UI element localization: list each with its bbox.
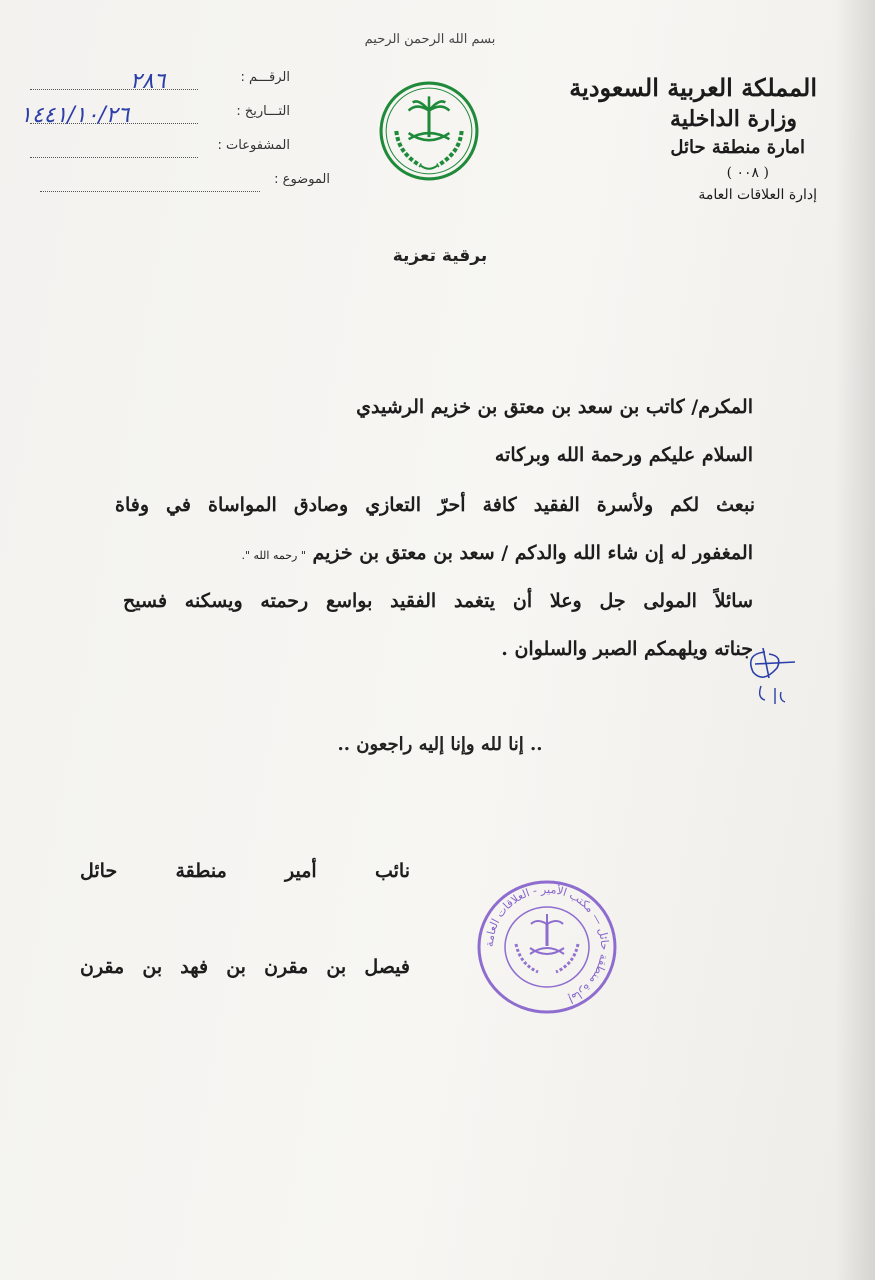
number-field [20,70,290,96]
letterhead-right [557,72,817,206]
number-value: ٢٨٦ [130,69,166,94]
kingdom-name: المملكة العربية السعودية [569,73,817,102]
subject-field [30,172,330,198]
ministry-name: وزارة الداخلية [670,106,797,132]
closing-phrase: .. إنا لله وإنا إليه راجعون .. [337,734,543,755]
paragraph-1-line-2-text: المغفور له إن شاء الله والدكم / سعد بن معتق بن خزيم [312,542,753,564]
addressee-line: المكرم/ كاتب بن سعد بن معتق بن خزيم الرشيدي [356,396,753,418]
official-stamp-icon [476,878,618,1016]
basmala: بسم الله الرحمن الرحيم [364,32,496,47]
stamp-text: إمارة منطقة حائل — مكتب الأمير - العلاقات العامة [482,882,612,1006]
attachments-field [20,138,290,164]
greeting-line: السلام عليكم ورحمة الله وبركاته [494,444,753,466]
handwritten-initials-icon [735,642,805,712]
paragraph-2-line-1: سائلاً المولى جل وعلا أن يتغمد الفقيد بواسع رحمته ويسكنه فسيح [123,590,753,612]
attachments-label: المشفوعات : [217,138,290,153]
signatory-role: نائب أمير منطقة حائل [80,860,410,882]
department-name: إدارة العلاقات العامة [698,187,817,203]
rahimahullah-note: " رحمه الله ". [241,549,306,562]
number-line [30,89,198,90]
number-label: الرقـــم : [240,70,290,85]
attachments-line [30,157,198,158]
date-value: ١٤٤١/١٠/٢٦ [20,103,130,128]
date-field [20,104,290,130]
office-code: ( ٠٠٨ ) [726,165,769,181]
emirate-name: امارة منطقة حائل [670,137,805,158]
subject-line [40,191,260,192]
date-label: التـــاريخ : [236,104,290,119]
signatory-name: فيصل بن مقرن بن فهد بن مقرن [80,956,410,978]
paragraph-2-line-2: جناته ويلهمكم الصبر والسلوان . [501,638,753,660]
document-title: برقية تعزية [392,246,488,266]
emblem-icon [378,80,480,182]
paragraph-1-line-1: نبعث لكم ولأسرة الفقيد كافة أحرّ التعازي وصادق المواساة في وفاة [115,494,755,516]
subject-label: الموضوع : [274,172,330,187]
paragraph-1-line-2 [53,542,753,564]
